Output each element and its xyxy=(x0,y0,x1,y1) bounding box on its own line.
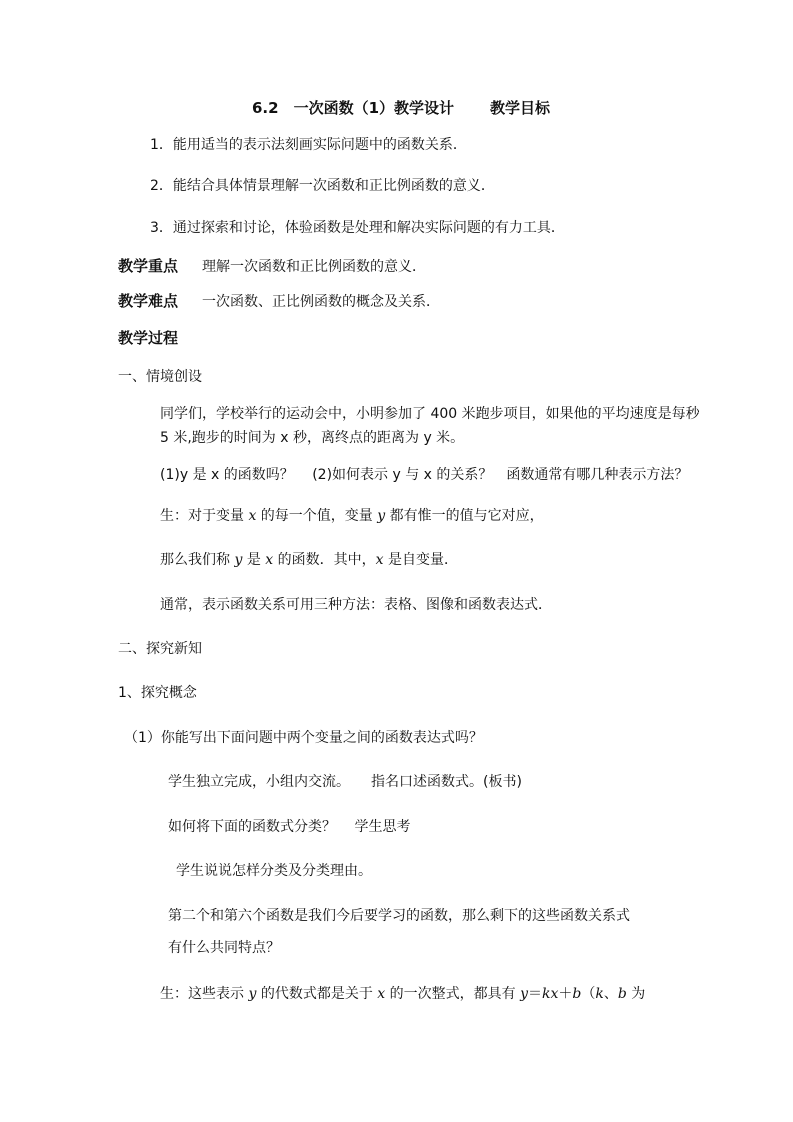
form-var-k: k xyxy=(595,986,604,1002)
note-line-1: 第二个和第六个函数是我们今后要学习的函数，那么剩下的这些函数关系式 xyxy=(168,908,630,924)
form-var-y2: y xyxy=(520,986,529,1002)
answer-var-x: x xyxy=(248,508,257,524)
form-text-1: 生：这些表示 xyxy=(160,986,249,1002)
student-answer xyxy=(160,506,544,526)
part2-sub-heading: 1、探究概念 xyxy=(118,685,197,701)
form-var-x: x xyxy=(377,986,386,1002)
title-heading: 6.2 一次函数（1）教学设计 xyxy=(252,99,455,117)
difficulty-label: 教学难点 xyxy=(118,292,179,310)
classify-question: 如何将下面的函数式分类？ 学生思考 xyxy=(168,819,411,835)
objective-1: 1．能用适当的表示法刻画实际问题中的函数关系． xyxy=(150,137,467,153)
title-section: 教学目标 xyxy=(490,99,551,117)
scenario-questions: (1)y 是 x 的函数吗？ (2)如何表示 y 与 x 的关系？ 函数通常有哪几种表示方法？ xyxy=(160,467,689,483)
definition-var-x2: x xyxy=(375,552,384,568)
definition-var-x: x xyxy=(265,552,274,568)
process-heading: 教学过程 xyxy=(118,329,179,347)
form-var-y: y xyxy=(248,986,257,1002)
key-point-label: 教学重点 xyxy=(118,257,179,275)
part2-question: （1）你能写出下面问题中两个变量之间的函数表达式吗？ xyxy=(124,730,483,746)
form-paren: （ xyxy=(581,986,596,1002)
form-var-b: b xyxy=(572,986,582,1002)
difficulty-text: 一次函数、正比例函数的概念及关系． xyxy=(202,294,441,310)
page-title xyxy=(252,98,550,118)
answer-var-y: y xyxy=(377,508,386,524)
difficulty xyxy=(118,291,440,312)
form-var-kx: kx xyxy=(542,986,559,1002)
form-equals: ＝ xyxy=(528,986,543,1002)
linear-function-form xyxy=(160,984,645,1004)
answer-text-3: 都有惟一的值与它对应， xyxy=(385,508,544,524)
form-plus: ＋ xyxy=(558,986,573,1002)
form-text-2: 的代数式都是关于 xyxy=(256,986,378,1002)
definition-text-2: 是 xyxy=(242,552,266,568)
classify-explain: 学生说说怎样分类及分类理由。 xyxy=(176,863,372,879)
definition-text-3: 的函数．其中， xyxy=(273,552,376,568)
note-line-2: 有什么共同特点？ xyxy=(168,940,280,956)
representation-methods: 通常，表示函数关系可用三种方法：表格、图像和函数表达式． xyxy=(160,597,552,613)
part1-heading: 一、情境创设 xyxy=(118,369,202,385)
key-point-text: 理解一次函数和正比例函数的意义． xyxy=(202,259,427,275)
form-comma: 、 xyxy=(603,986,618,1002)
form-text-end: 为 xyxy=(626,986,646,1002)
answer-text-1: 生：对于变量 xyxy=(160,508,249,524)
definition-text-4: 是自变量． xyxy=(383,552,458,568)
definition-var-y: y xyxy=(234,552,243,568)
function-definition xyxy=(160,550,458,570)
scenario-line-1: 同学们，学校举行的运动会中，小明参加了 400 米跑步项目，如果他的平均速度是每秒 xyxy=(160,406,700,422)
key-point xyxy=(118,256,426,277)
student-activity: 学生独立完成，小组内交流。 指名口述函数式。(板书) xyxy=(168,774,522,790)
answer-text-2: 的每一个值，变量 xyxy=(256,508,378,524)
objective-3: 3．通过探索和讨论，体验函数是处理和解决实际问题的有力工具． xyxy=(150,220,565,236)
part2-heading: 二、探究新知 xyxy=(118,641,202,657)
scenario-line-2: 5 米,跑步的时间为 x 秒，离终点的距离为 y 米。 xyxy=(160,430,465,446)
definition-text-1: 那么我们称 xyxy=(160,552,235,568)
form-text-3: 的一次整式，都具有 xyxy=(385,986,521,1002)
objective-2: 2．能结合具体情景理解一次函数和正比例函数的意义． xyxy=(150,178,495,194)
form-var-b2: b xyxy=(617,986,627,1002)
